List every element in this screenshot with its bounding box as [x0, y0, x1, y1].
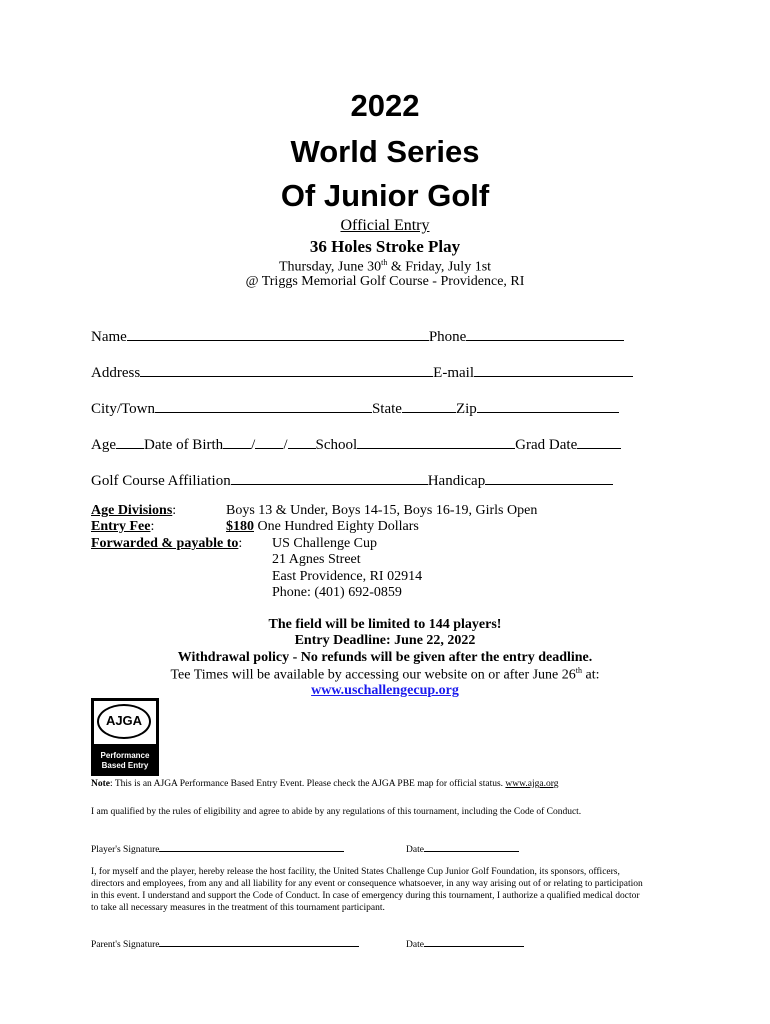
dob-label: Date of Birth: [144, 437, 224, 453]
event-year: 2022: [350, 88, 420, 123]
grad-label: Grad Date: [515, 437, 578, 453]
release-line-2: directors and employees, from any and all liability for any event or consequence whatsoever, in any way arising out of or relating to participation: [91, 879, 643, 889]
city-label: City/Town: [91, 401, 155, 417]
dob-slash-2: /: [283, 437, 288, 453]
zip-label: Zip: [455, 401, 477, 417]
ajga-logo-panel: [94, 701, 156, 744]
dates-part-b: & Friday, July 1st: [387, 259, 492, 275]
player-date-row: [406, 842, 519, 855]
dob-month-field[interactable]: [223, 434, 251, 449]
forwarded-label: Forwarded & payable to:: [91, 536, 243, 551]
entry-deadline-notice: Entry Deadline: June 22, 2022: [294, 633, 476, 648]
zip-field[interactable]: [477, 398, 619, 413]
phone-field[interactable]: [466, 326, 624, 341]
parent-signature-row: [91, 937, 359, 950]
pbe-label-line2: Based Entry: [101, 761, 149, 770]
city-field[interactable]: [155, 398, 372, 413]
name-label: Name: [91, 329, 127, 345]
pbe-label: [91, 751, 159, 771]
dates-part-a: Thursday, June 30: [278, 259, 382, 275]
dob-year-field[interactable]: [288, 434, 316, 449]
website-link[interactable]: www.uschallengecup.org: [311, 683, 459, 698]
handicap-label: Handicap: [427, 473, 486, 489]
field-limit-notice: The field will be limited to 144 players!: [268, 617, 502, 632]
state-field[interactable]: [402, 398, 456, 413]
ajga-pbe-logo: [91, 698, 159, 776]
age-divisions-value: Boys 13 & Under, Boys 14-15, Boys 16-19, Girls Open: [226, 503, 538, 518]
address-line-3: East Providence, RI 02914: [272, 568, 423, 584]
affiliation-label: Golf Course Affiliation: [91, 473, 231, 489]
dob-day-field[interactable]: [255, 434, 283, 449]
note-label: Note: [91, 779, 110, 789]
release-line-4: to take all necessary measures in the treatment of this tournament participant.: [91, 903, 385, 913]
player-date-label: Date: [406, 845, 424, 855]
venue: @ Triggs Memorial Golf Course - Providence, RI: [245, 274, 525, 289]
entry-fee-label: Entry Fee:: [91, 519, 155, 534]
handicap-field[interactable]: [485, 470, 613, 485]
form-row-name: [91, 326, 624, 346]
event-title-line1: World Series: [290, 134, 480, 169]
address-line-4: Phone: (401) 692-0859: [272, 584, 402, 600]
tee-times-a: Tee Times will be available by accessing our website on or after June 26: [170, 667, 576, 683]
parent-signature-label: Parent's Signature: [91, 940, 160, 950]
age-field[interactable]: [116, 434, 144, 449]
player-signature-field[interactable]: [159, 842, 344, 852]
withdrawal-policy-notice: Withdrawal policy - No refunds will be given after the entry deadline.: [177, 650, 593, 665]
parent-signature-field[interactable]: [159, 937, 359, 947]
release-statement: [91, 866, 691, 914]
address-label: Address: [91, 365, 141, 381]
school-field[interactable]: [357, 434, 515, 449]
release-line-3: in this event. I understand and support the Code of Conduct. In case of emergency during this tournament, I authorize a qualified medical doctor: [91, 891, 640, 901]
official-entry-heading: Official Entry: [340, 217, 430, 234]
player-signature-row: [91, 842, 344, 855]
form-row-age: [91, 434, 621, 454]
parent-date-field[interactable]: [424, 937, 524, 947]
ajga-oval-icon: [97, 704, 151, 739]
email-field[interactable]: [474, 362, 633, 377]
ajga-note: [91, 779, 558, 789]
ajga-logo-text: AJGA: [105, 713, 143, 728]
player-signature-label: Player's Signature: [91, 845, 160, 855]
note-text: : This is an AJGA Performance Based Entry Event. Please check the AJGA PBE map for official status.: [110, 779, 506, 789]
release-line-1: I, for myself and the player, hereby release the host facility, the United States Challenge Cup Junior Golf Foundation, its sponsors, officers,: [91, 867, 620, 877]
tee-times-b: at:: [582, 667, 600, 683]
mailing-address: [272, 536, 422, 601]
school-label: School: [315, 437, 358, 453]
age-divisions-label: Age Divisions:: [91, 503, 177, 518]
name-field[interactable]: [127, 326, 429, 341]
dates-sup: th: [381, 258, 388, 267]
parent-date-row: [406, 937, 524, 950]
affiliation-field[interactable]: [231, 470, 428, 485]
event-title-line2: Of Junior Golf: [280, 178, 490, 213]
eligibility-statement: I am qualified by the rules of eligibility and agree to abide by any regulations of this tournament, including the Code of Conduct.: [91, 807, 582, 817]
ajga-link[interactable]: www.ajga.org: [505, 779, 559, 789]
tee-times-sup: th: [575, 666, 583, 675]
format-heading: 36 Holes Stroke Play: [309, 237, 461, 256]
tee-times-notice: [0, 666, 770, 684]
form-row-address: [91, 362, 633, 382]
player-date-field[interactable]: [424, 842, 519, 852]
address-line-1: US Challenge Cup: [272, 536, 377, 551]
event-dates: [0, 258, 770, 276]
grad-field[interactable]: [577, 434, 621, 449]
pbe-label-line1: Performance: [100, 751, 150, 760]
address-line-2: 21 Agnes Street: [272, 552, 361, 568]
form-row-city: [91, 398, 619, 418]
state-label: State: [371, 401, 402, 417]
form-row-affiliation: [91, 470, 613, 490]
phone-label: Phone: [428, 329, 467, 345]
email-label: E-mail: [433, 365, 474, 381]
parent-date-label: Date: [406, 940, 424, 950]
address-field[interactable]: [140, 362, 433, 377]
dob-slash-1: /: [251, 437, 256, 453]
entry-fee-value: $180 One Hundred Eighty Dollars: [226, 519, 419, 534]
age-label: Age: [91, 437, 116, 453]
